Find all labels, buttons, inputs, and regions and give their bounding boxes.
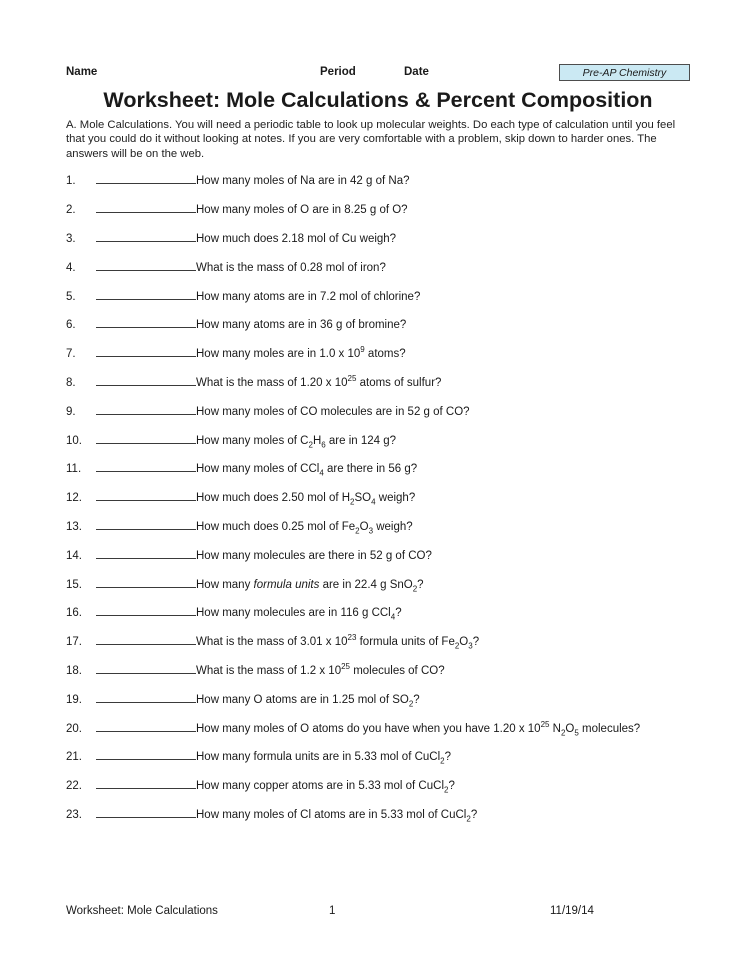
question-number: 1. bbox=[66, 175, 76, 188]
answer-blank bbox=[96, 269, 196, 271]
question-row bbox=[66, 463, 690, 480]
answer-blank bbox=[96, 355, 196, 357]
answer-blank bbox=[96, 787, 196, 789]
question-text: How many molecules are there in 52 g of CO? bbox=[196, 549, 432, 562]
question-text: How many moles are in 1.0 x $10^9$ atoms? bbox=[196, 345, 406, 361]
period-label: Period bbox=[320, 66, 356, 78]
page-title: Worksheet: Mole Calculations & Percent Composition bbox=[103, 88, 653, 112]
answer-blank bbox=[96, 384, 196, 386]
answer-blank bbox=[96, 211, 196, 213]
question-row bbox=[66, 319, 690, 336]
question-number: 4. bbox=[66, 261, 76, 274]
question-number: 3. bbox=[66, 232, 76, 245]
question-text: How many O atoms are in 1.25 mol of $SO_2$? bbox=[196, 693, 420, 708]
question-row bbox=[66, 291, 690, 308]
question-row bbox=[66, 694, 690, 711]
answer-blank bbox=[96, 758, 196, 760]
question-row bbox=[66, 780, 690, 797]
question-row bbox=[66, 345, 690, 365]
question-number: 23. bbox=[66, 808, 82, 821]
question-text: How many moles of CCl$_4$ are there in 56 g? bbox=[196, 463, 418, 478]
question-text: How many formula units are in 5.33 mol of CuCl$_2$? bbox=[196, 751, 452, 766]
question-text: What is the mass of 3.01 x $10^{23}$ formula units of $Fe_2O_3$? bbox=[196, 633, 480, 651]
answer-blank bbox=[96, 643, 196, 645]
question-number: 12. bbox=[66, 492, 82, 505]
question-number: 11. bbox=[66, 463, 82, 476]
answer-blank bbox=[96, 470, 196, 472]
questions-list bbox=[66, 175, 690, 826]
question-number: 7. bbox=[66, 348, 76, 361]
question-number: 18. bbox=[66, 664, 82, 677]
question-text: What is the mass of 0.28 mol of iron? bbox=[196, 261, 386, 274]
question-text: How many moles of CO molecules are in 52 g of CO? bbox=[196, 405, 470, 418]
question-number: 13. bbox=[66, 520, 82, 533]
question-row bbox=[66, 521, 690, 538]
answer-blank bbox=[96, 298, 196, 300]
question-row bbox=[66, 175, 690, 192]
question-row bbox=[66, 204, 690, 221]
answer-blank bbox=[96, 240, 196, 242]
course-badge: Pre-AP Chemistry bbox=[559, 64, 690, 81]
question-text: How many atoms are in 36 g of bromine? bbox=[196, 319, 407, 332]
footer-page-number: 1 bbox=[329, 905, 336, 917]
question-row bbox=[66, 233, 690, 250]
question-row bbox=[66, 662, 690, 682]
date-label: Date bbox=[404, 66, 429, 78]
question-number: 5. bbox=[66, 290, 76, 303]
answer-blank bbox=[96, 730, 196, 732]
question-row bbox=[66, 607, 690, 624]
answer-blank bbox=[96, 182, 196, 184]
question-number: 20. bbox=[66, 722, 82, 735]
question-text: How much does 2.18 mol of Cu weigh? bbox=[196, 232, 397, 245]
question-number: 15. bbox=[66, 578, 82, 591]
question-text: How many molecules are in 116 g CCl$_4$? bbox=[196, 607, 402, 622]
header-row bbox=[66, 64, 690, 82]
question-row bbox=[66, 751, 690, 768]
question-text: How many moles of O atoms do you have when you have 1.20 x $10^{25}$ $N_2O_5$ molecules? bbox=[196, 719, 641, 737]
name-label: Name bbox=[66, 66, 98, 78]
answer-blank bbox=[96, 528, 196, 530]
question-number: 17. bbox=[66, 636, 82, 649]
answer-blank bbox=[96, 499, 196, 501]
question-text: How many copper atoms are in 5.33 mol of CuCl$_2$? bbox=[196, 780, 455, 795]
question-text: How much does 0.25 mol of $Fe_2O_3$ weigh? bbox=[196, 520, 413, 536]
question-row bbox=[66, 719, 690, 740]
answer-blank bbox=[96, 413, 196, 415]
footer bbox=[66, 905, 690, 921]
question-number: 8. bbox=[66, 376, 76, 389]
question-row bbox=[66, 406, 690, 423]
question-row bbox=[66, 579, 690, 596]
question-number: 19. bbox=[66, 693, 82, 706]
footer-title: Worksheet: Mole Calculations bbox=[66, 905, 218, 917]
question-text: How many moles of O are in 8.25 g of O? bbox=[196, 204, 408, 217]
question-row bbox=[66, 492, 690, 509]
answer-blank bbox=[96, 326, 196, 328]
question-number: 22. bbox=[66, 780, 82, 793]
answer-blank bbox=[96, 586, 196, 588]
question-text: What is the mass of 1.2 x $10^{25}$ molecules of CO? bbox=[196, 662, 445, 677]
question-text: How many moles of $C_2H_6$ are in 124 g? bbox=[196, 434, 397, 449]
question-row bbox=[66, 435, 690, 452]
answer-blank bbox=[96, 614, 196, 616]
footer-date: 11/19/14 bbox=[550, 905, 594, 917]
question-number: 21. bbox=[66, 751, 82, 764]
question-text: How many moles of Cl atoms are in 5.33 mol of CuCl$_2$? bbox=[196, 808, 478, 824]
question-number: 10. bbox=[66, 434, 82, 447]
question-text: How many moles of Na are in 42 g of Na? bbox=[196, 175, 410, 188]
question-text: How much does 2.50 mol of $H_2SO_4$ weigh? bbox=[196, 492, 416, 507]
question-number: 2. bbox=[66, 204, 76, 217]
question-row bbox=[66, 550, 690, 567]
question-row bbox=[66, 809, 690, 826]
question-number: 14. bbox=[66, 549, 82, 562]
question-number: 16. bbox=[66, 607, 82, 620]
question-row bbox=[66, 633, 690, 653]
answer-blank bbox=[96, 557, 196, 559]
answer-blank bbox=[96, 442, 196, 444]
answer-blank bbox=[96, 816, 196, 818]
question-text: How many formula units are in 22.4 g SnO$_2$? bbox=[196, 578, 424, 593]
intro-paragraph: A. Mole Calculations. You will need a periodic table to look up molecular weights. Do each type of calculation until you feel that you could do it without looking at notes. If you are very comfortable with a problem, skip down to harder ones. The answers will be on the web. bbox=[66, 119, 676, 160]
question-text: How many atoms are in 7.2 mol of chlorine? bbox=[196, 290, 421, 303]
question-row bbox=[66, 374, 690, 394]
question-text: What is the mass of 1.20 x $10^{25}$ atoms of sulfur? bbox=[196, 374, 442, 389]
answer-blank bbox=[96, 701, 196, 703]
question-row bbox=[66, 262, 690, 279]
answer-blank bbox=[96, 672, 196, 674]
question-number: 6. bbox=[66, 319, 76, 332]
question-number: 9. bbox=[66, 405, 76, 418]
